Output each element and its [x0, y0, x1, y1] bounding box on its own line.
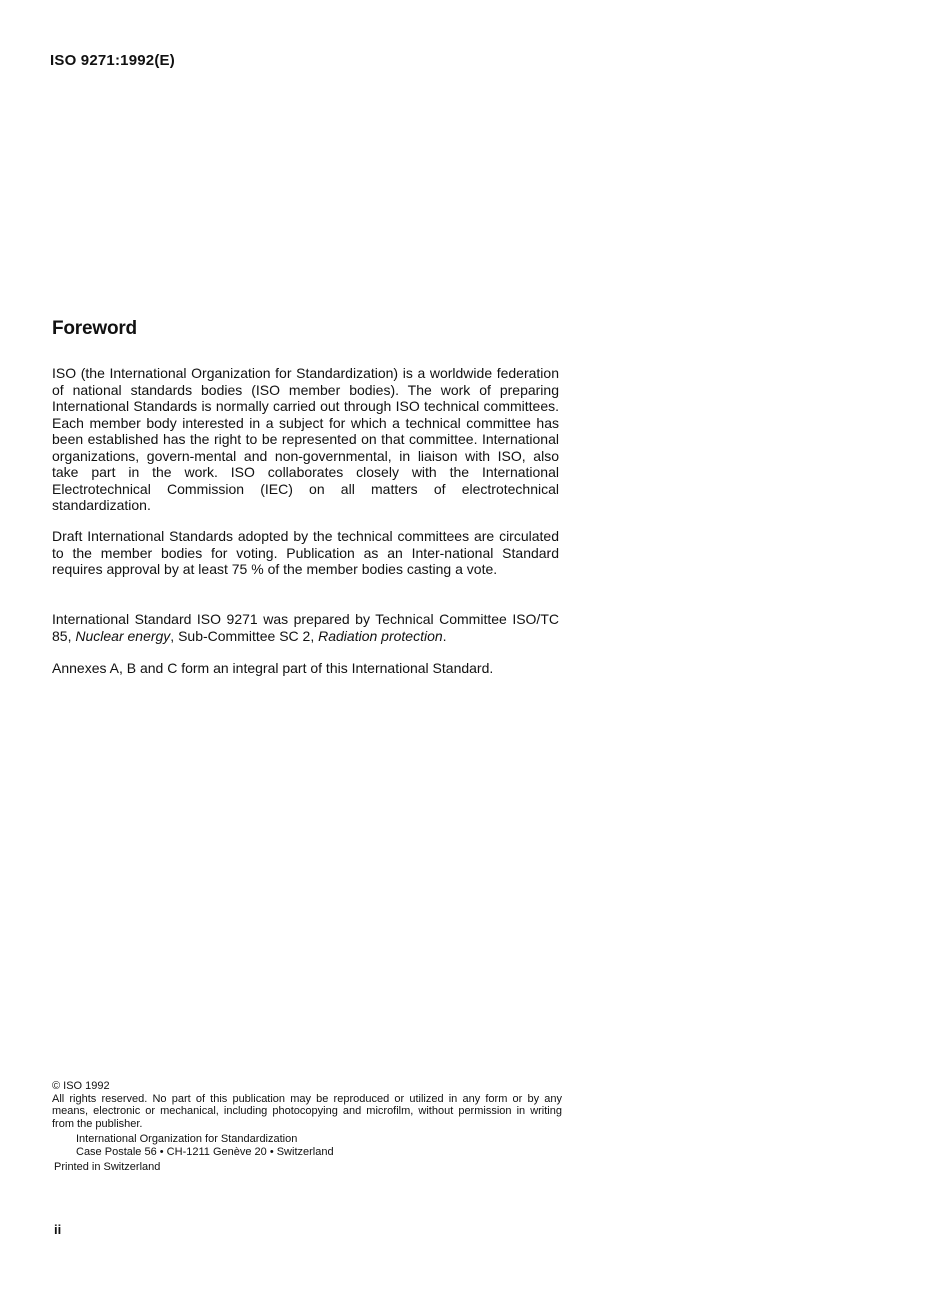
- document-id-header: ISO 9271:1992(E): [50, 52, 175, 69]
- paragraph-3-text-middle: , Sub-Committee SC 2,: [170, 627, 319, 644]
- rights-statement: All rights reserved. No part of this publication may be reproduced or utilized in any form or by any means, electronic or mechanical, including photocopying and microfilm, without permission in writing from the publisher.: [52, 1092, 562, 1130]
- publisher-address: Case Postale 56 • CH-1211 Genève 20 • Switzerland: [76, 1145, 334, 1158]
- paragraph-3-text-start: International Standard ISO 9271 was prepared by Technical Committee ISO/TC 85,: [52, 611, 559, 644]
- publisher-name: International Organization for Standardization: [76, 1133, 298, 1145]
- foreword-paragraph-3: [52, 611, 559, 644]
- committee-name-italic: Nuclear energy: [75, 627, 171, 644]
- foreword-title: Foreword: [52, 318, 137, 339]
- copyright-block: [52, 1080, 562, 1174]
- foreword-paragraph-2: Draft International Standards adopted by the technical committees are circulated to the member bodies for voting. Publication as an Inter-national Standard requires approval by at least 75 % of the member bodies casting a vote.: [52, 528, 559, 577]
- printed-in-notice: Printed in Switzerland: [54, 1161, 161, 1173]
- foreword-paragraph-4: Annexes A, B and C form an integral part of this International Standard.: [52, 660, 494, 676]
- foreword-paragraph-1: ISO (the International Organization for Standardization) is a worldwide federation of national standards bodies (ISO member bodies). The work of preparing International Standards is normally carried out through ISO technical committees. Each member body interested in a subject for which a technical committee has been established has the right to be represented on that committee. International organizations, govern-mental and non-governmental, in liaison with ISO, also take part in the work. ISO collaborates closely with the International Electrotechnical Commission (IEC) on all matters of electrotechnical standardization.: [52, 365, 559, 513]
- page-number: ii: [54, 1222, 62, 1237]
- publisher-address-block: [76, 1133, 562, 1158]
- paragraph-3-text-end: .: [442, 627, 447, 644]
- subcommittee-name-italic: Radiation protection: [318, 627, 443, 644]
- copyright-line: © ISO 1992: [52, 1080, 110, 1092]
